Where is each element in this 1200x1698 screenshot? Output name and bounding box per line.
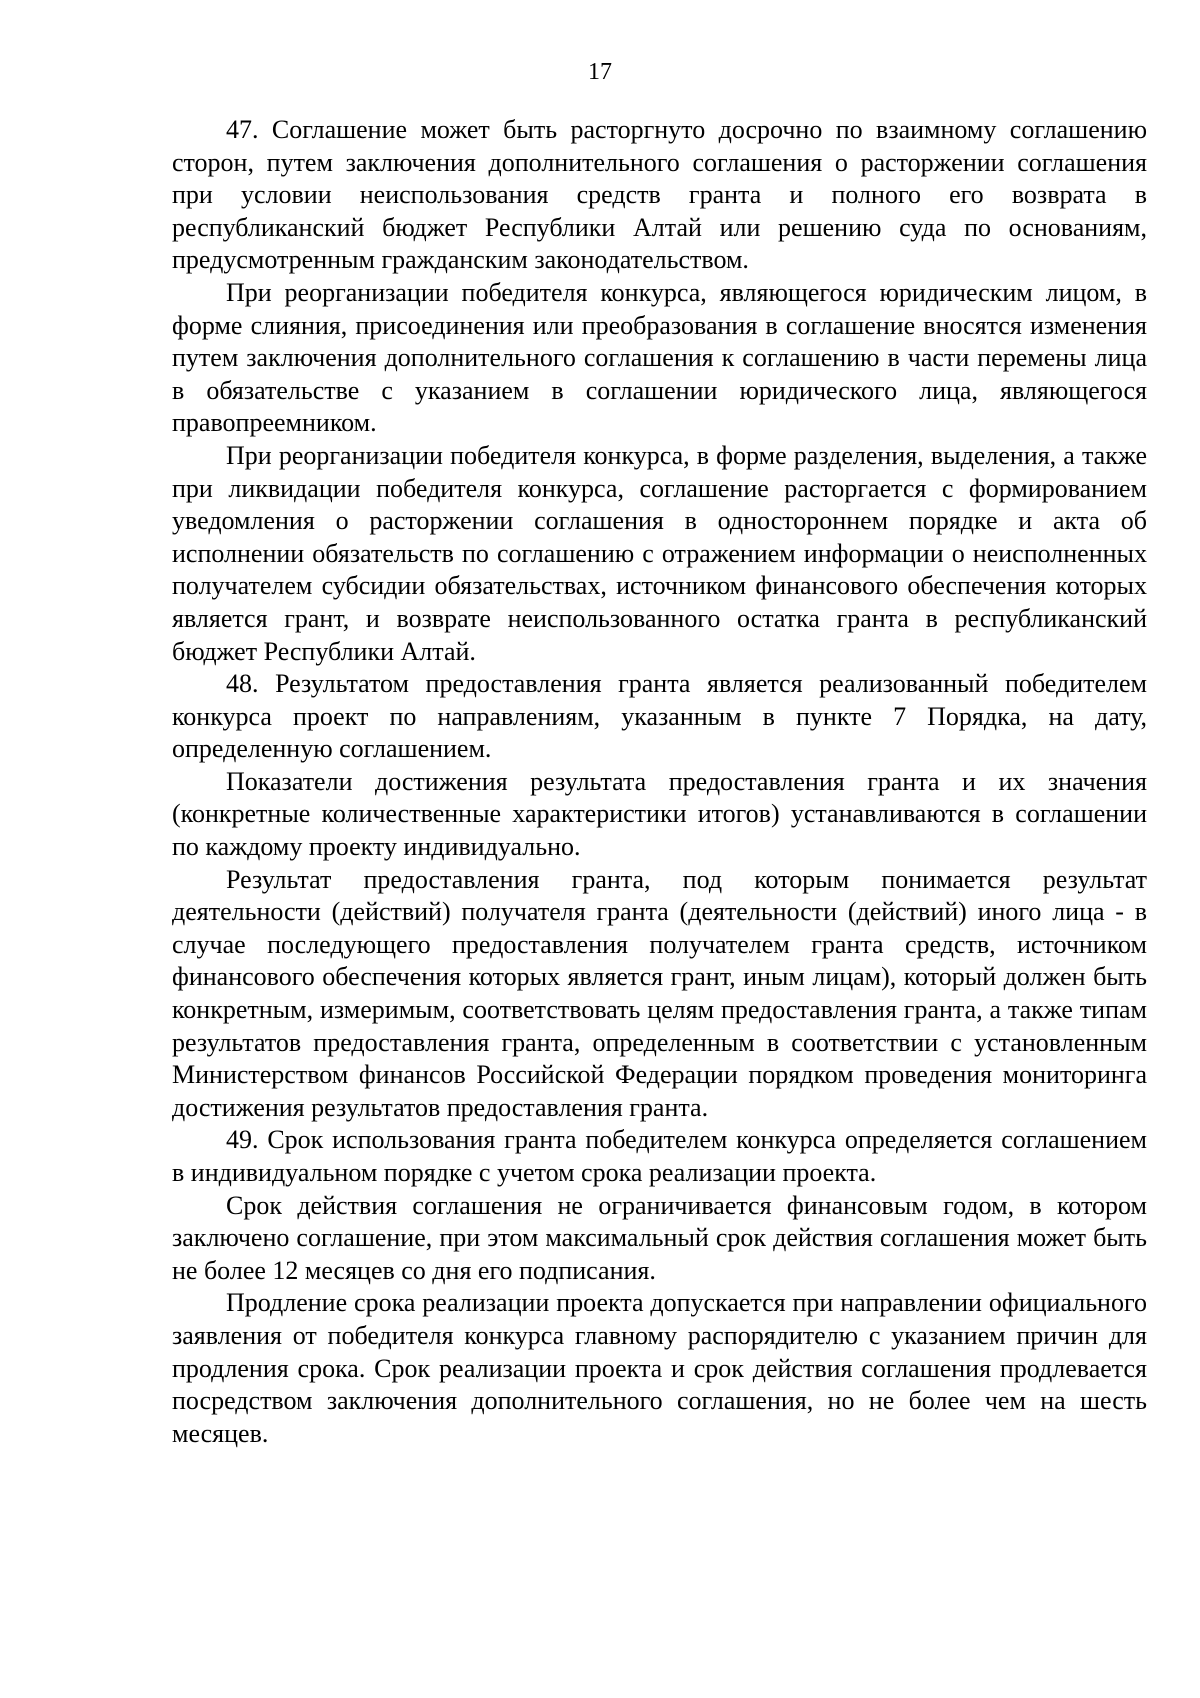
paragraph-reorganization-division: При реорганизации победителя конкурса, в форме разделения, выделения, а также при ликвидации победителя конкурса, соглашение расторгается с формированием уведомления о расторжении соглашения в одностороннем порядке и акта об исполнении обязательств по соглашению с отражением информации о неисполненных получателем субсидии обязательствах, источником финансового обеспечения которых является грант, и возврате неиспользованного остатка гранта в республиканский бюджет Республики Алтай. <box>172 440 1147 666</box>
paragraph-reorganization-merger: При реорганизации победителя конкурса, являющегося юридическим лицом, в форме слияния, присоединения или преобразования в соглашение вносятся изменения путем заключения дополнительного соглашения к соглашению в части перемены лица в обязательстве с указанием в соглашении юридического лица, являющегося правопреемником. <box>172 277 1147 438</box>
paragraph-result-definition: Результат предоставления гранта, под которым понимается результат деятельности (действий) получателя гранта (деятельности (действий) иного лица - в случае последующего предоставления получателем гранта средств, источником финансового обеспечения которых является грант, иным лицам), который должен быть конкретным, измеримым, соответствовать целям предоставления гранта, а также типам результатов предоставления гранта, определенным в соответствии с установленным Министерством финансов Российской Федерации порядком проведения мониторинга достижения результатов предоставления гранта. <box>172 864 1147 1122</box>
paragraph-agreement-term: Срок действия соглашения не ограничивается финансовым годом, в котором заключено соглашение, при этом максимальный срок действия соглашения может быть не более 12 месяцев со дня его подписания. <box>172 1190 1147 1285</box>
paragraph-49: 49. Срок использования гранта победителем конкурса определяется соглашением в индивидуальном порядке с учетом срока реализации проекта. <box>172 1125 1147 1187</box>
paragraph-result-indicators: Показатели достижения результата предоставления гранта и их значения (конкретные количественные характеристики итогов) устанавливаются в соглашении по каждому проекту индивидуально. <box>172 766 1147 862</box>
page-number: 17 <box>588 59 612 85</box>
paragraph-48: 48. Результатом предоставления гранта является реализованный победителем конкурса проект по направлениям, указанным в пункте 7 Порядка, на дату, определенную соглашением. <box>172 669 1147 764</box>
paragraph-47: 47. Соглашение может быть расторгнуто досрочно по взаимному соглашению сторон, путем заключения дополнительного соглашения о расторжении соглашения при условии неиспользования средств гранта и полного его возврата в республиканский бюджет Республики Алтай или решению суда по основаниям, предусмотренным гражданским законодательством. <box>172 115 1147 275</box>
paragraph-extension: Продление срока реализации проекта допускается при направлении официального заявления от победителя конкурса главному распорядителю с указанием причин для продления срока. Срок реализации проекта и срок действия соглашения продлевается посредством заключения дополнительного соглашения, но не более чем на шесть месяцев. <box>172 1288 1147 1448</box>
document-body <box>172 114 1147 1450</box>
